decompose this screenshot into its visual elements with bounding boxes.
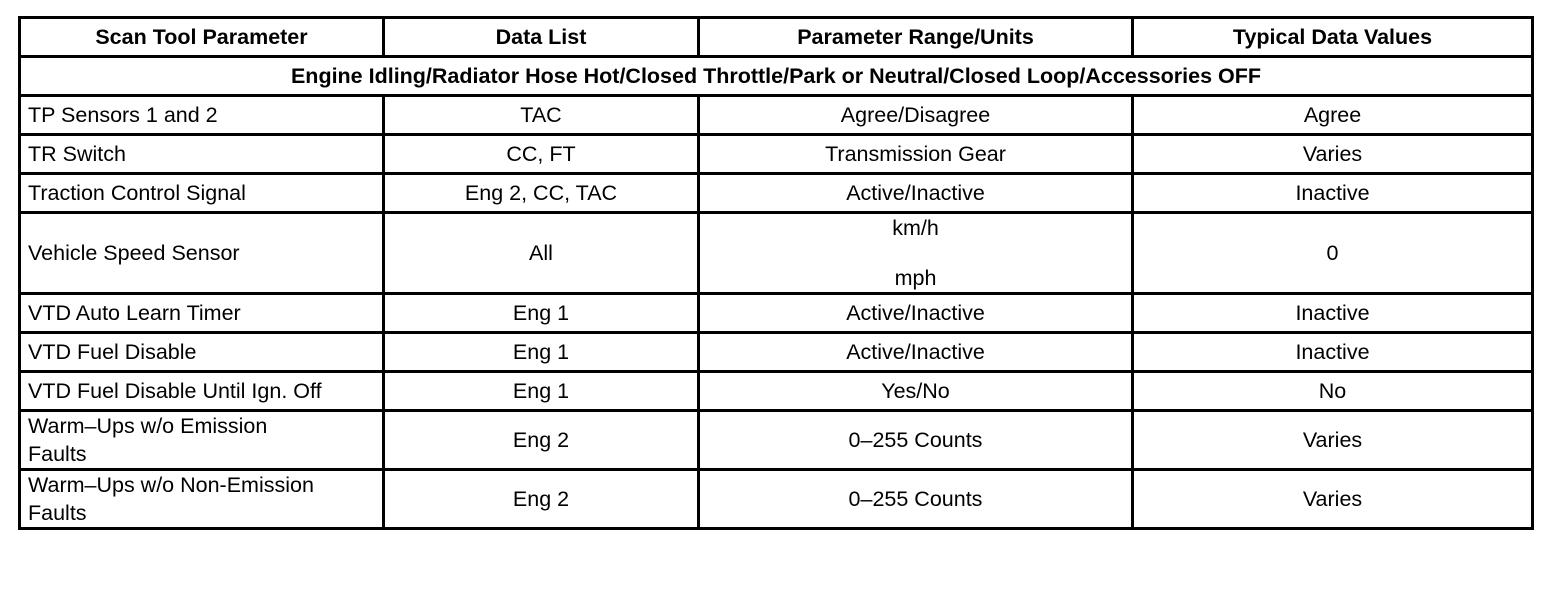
cell-typical: 0 xyxy=(1133,213,1533,294)
table-row xyxy=(20,213,1533,294)
cell-data-list: Eng 2 xyxy=(384,470,699,529)
cell-typical: Varies xyxy=(1133,135,1533,174)
column-header-range-units: Parameter Range/Units xyxy=(699,18,1133,57)
table-row xyxy=(20,135,1533,174)
cell-parameter: VTD Fuel Disable Until Ign. Off xyxy=(20,372,384,411)
parameter-line-1: Warm–Ups w/o Non-Emission xyxy=(28,473,314,497)
column-header-parameter: Scan Tool Parameter xyxy=(20,18,384,57)
cell-range xyxy=(699,213,1133,294)
cell-parameter: Traction Control Signal xyxy=(20,174,384,213)
column-header-data-list: Data List xyxy=(384,18,699,57)
cell-range: Active/Inactive xyxy=(699,174,1133,213)
cell-parameter xyxy=(20,470,384,529)
scan-tool-data-table xyxy=(18,16,1534,530)
cell-typical: Inactive xyxy=(1133,174,1533,213)
table-row xyxy=(20,470,1533,529)
cell-data-list: Eng 1 xyxy=(384,372,699,411)
table-row xyxy=(20,294,1533,333)
cell-data-list: All xyxy=(384,213,699,294)
cell-data-list: Eng 1 xyxy=(384,294,699,333)
range-unit-imperial: mph xyxy=(894,266,937,290)
cell-data-list: Eng 2 xyxy=(384,411,699,470)
cell-range: Active/Inactive xyxy=(699,333,1133,372)
cell-parameter: TR Switch xyxy=(20,135,384,174)
cell-typical: Varies xyxy=(1133,411,1533,470)
table-row xyxy=(20,96,1533,135)
cell-typical: Inactive xyxy=(1133,294,1533,333)
range-unit-spacer xyxy=(707,242,1124,264)
section-row xyxy=(20,57,1533,96)
cell-range: 0–255 Counts xyxy=(699,411,1133,470)
cell-parameter xyxy=(20,411,384,470)
cell-range: Transmission Gear xyxy=(699,135,1133,174)
cell-range: 0–255 Counts xyxy=(699,470,1133,529)
cell-parameter: Vehicle Speed Sensor xyxy=(20,213,384,294)
parameter-line-2: Faults xyxy=(28,501,87,525)
table-row xyxy=(20,333,1533,372)
cell-range: Agree/Disagree xyxy=(699,96,1133,135)
cell-data-list: Eng 1 xyxy=(384,333,699,372)
cell-data-list: TAC xyxy=(384,96,699,135)
cell-range: Active/Inactive xyxy=(699,294,1133,333)
cell-typical: No xyxy=(1133,372,1533,411)
cell-typical: Inactive xyxy=(1133,333,1533,372)
cell-data-list: CC, FT xyxy=(384,135,699,174)
cell-parameter: TP Sensors 1 and 2 xyxy=(20,96,384,135)
parameter-line-1: Warm–Ups w/o Emission xyxy=(28,414,268,438)
cell-typical: Agree xyxy=(1133,96,1533,135)
parameter-line-2: Faults xyxy=(28,442,87,466)
cell-parameter: VTD Auto Learn Timer xyxy=(20,294,384,333)
header-row xyxy=(20,18,1533,57)
cell-parameter: VTD Fuel Disable xyxy=(20,333,384,372)
table-row xyxy=(20,174,1533,213)
table-row xyxy=(20,411,1533,470)
cell-typical: Varies xyxy=(1133,470,1533,529)
table-row xyxy=(20,372,1533,411)
cell-range: Yes/No xyxy=(699,372,1133,411)
cell-data-list: Eng 2, CC, TAC xyxy=(384,174,699,213)
section-label: Engine Idling/Radiator Hose Hot/Closed Throttle/Park or Neutral/Closed Loop/Accessories OFF xyxy=(20,57,1533,96)
range-unit-metric: km/h xyxy=(892,216,939,240)
column-header-typical-values: Typical Data Values xyxy=(1133,18,1533,57)
